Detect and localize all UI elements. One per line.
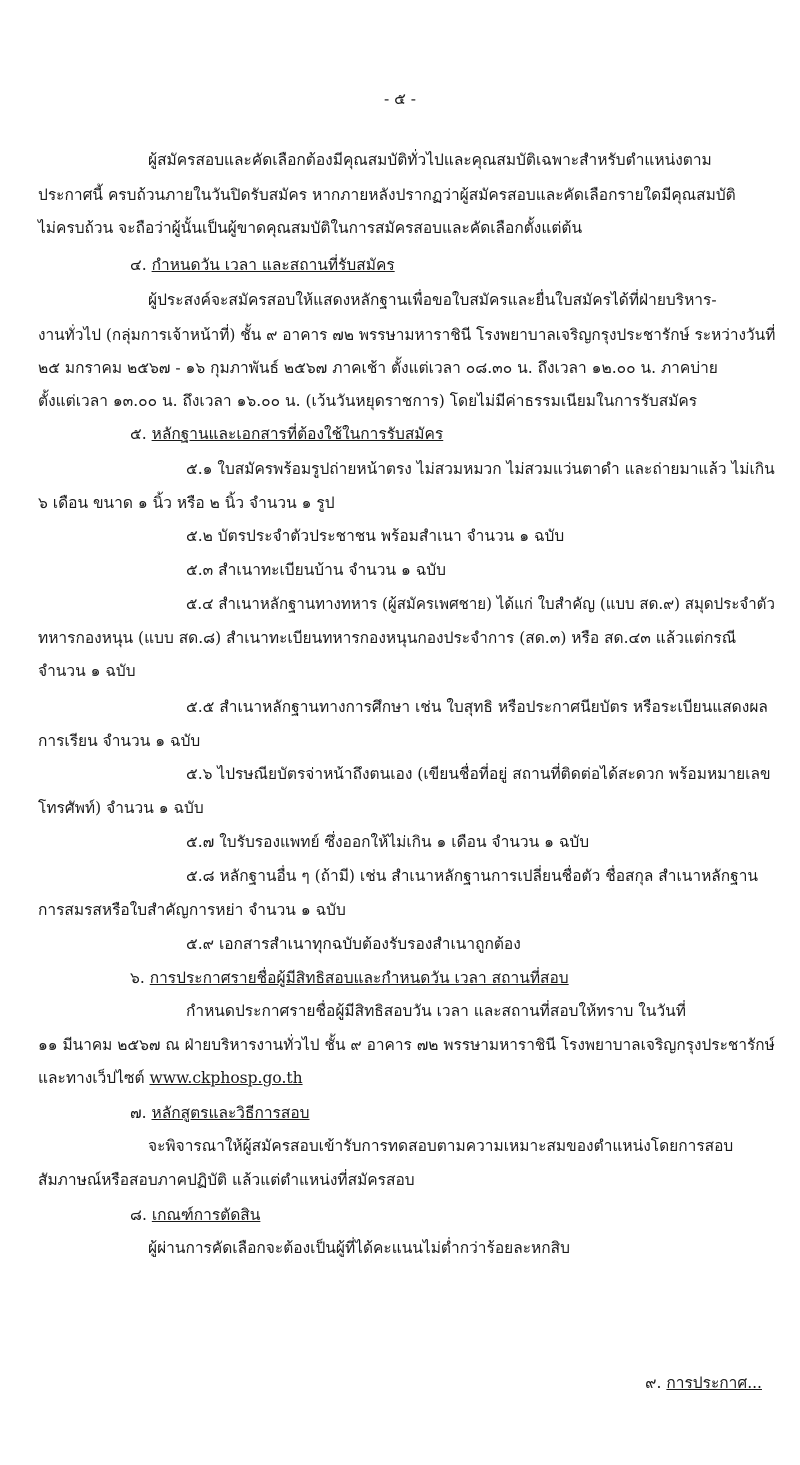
item-5-6-line-1: ๕.๖ ไปรษณียบัตรจ่าหน้าถึงตนเอง (เขียนชื่อที่อยู่ สถานที่ติดต่อได้สะดวก พร้อมหมายเลข — [186, 765, 771, 783]
section-5-number: ๕. — [130, 425, 147, 443]
section-7-number: ๗. — [130, 1104, 147, 1122]
item-5-5-line-2: การเรียน จำนวน ๑ ฉบับ — [38, 732, 201, 750]
section-6-website-prefix: และทางเว็ปไซต์ — [38, 1069, 145, 1087]
section-7-line-2: สัมภาษณ์หรือสอบภาคปฏิบัติ แล้วแต่ตำแหน่งที่สมัครสอบ — [38, 1171, 415, 1189]
section-6-number: ๖. — [130, 969, 145, 987]
intro-line-3: ไม่ครบถ้วน จะถือว่าผู้นั้นเป็นผู้ขาดคุณสมบัติในการสมัครสอบและคัดเลือกตั้งแต่ต้น — [38, 219, 583, 237]
intro-line-1: ผู้สมัครสอบและคัดเลือกต้องมีคุณสมบัติทั่วไปและคุณสมบัติเฉพาะสำหรับตำแหน่งตาม — [148, 151, 712, 169]
item-5-8-line-1: ๕.๘ หลักฐานอื่น ๆ (ถ้ามี) เช่น สำเนาหลักฐานการเปลี่ยนชื่อตัว ชื่อสกุล สำเนาหลักฐาน — [186, 867, 759, 885]
item-5-3: ๕.๓ สำเนาทะเบียนบ้าน จำนวน ๑ ฉบับ — [186, 561, 446, 579]
item-5-1-line-2: ๖ เดือน ขนาด ๑ นิ้ว หรือ ๒ นิ้ว จำนวน ๑ รูป — [38, 494, 335, 512]
item-5-8-line-2: การสมรสหรือใบสำคัญการหย่า จำนวน ๑ ฉบับ — [38, 901, 346, 919]
section-4-heading — [130, 255, 395, 275]
section-7-title: หลักสูตรและวิธีการสอบ — [151, 1104, 310, 1122]
section-4-line-3: ๒๕ มกราคม ๒๕๖๗ - ๑๖ กุมภาพันธ์ ๒๕๖๗ ภาคเช้า ตั้งแต่เวลา ๐๘.๓๐ น. ถึงเวลา ๑๒.๐๐ น. ภาคบ่าย — [38, 359, 718, 377]
page-number: - ๕ - — [383, 90, 417, 108]
section-4-number: ๔. — [130, 256, 147, 274]
section-4-title: กำหนดวัน เวลา และสถานที่รับสมัคร — [151, 256, 395, 274]
item-5-6-line-2: โทรศัพท์) จำนวน ๑ ฉบับ — [38, 799, 204, 817]
section-5-heading — [130, 424, 443, 444]
section-8-number: ๘. — [130, 1206, 147, 1224]
section-7-heading — [130, 1103, 309, 1123]
section-8-title: เกณฑ์การตัดสิน — [151, 1206, 261, 1224]
continuation-text: การประกาศ... — [666, 1374, 762, 1392]
intro-line-2: ประกาศนี้ ครบถ้วนภายในวันปิดรับสมัคร หากภายหลังปรากฏว่าผู้สมัครสอบและคัดเลือกรายใดมีคุณสมบัติ — [38, 186, 736, 204]
item-5-1-line-1: ๕.๑ ใบสมัครพร้อมรูปถ่ายหน้าตรง ไม่สวมหมวก ไม่สวมแว่นตาดำ และถ่ายมาแล้ว ไม่เกิน — [186, 460, 775, 478]
section-6-heading — [130, 968, 569, 988]
hospital-website-link[interactable]: www.ckphosp.go.th — [149, 1069, 303, 1087]
item-5-5-line-1: ๕.๕ สำเนาหลักฐานทางการศึกษา เช่น ใบสุทธิ หรือประกาศนียบัตร หรือระเบียนแสดงผล — [186, 698, 768, 716]
section-6-line-1: กำหนดประกาศรายชื่อผู้มีสิทธิสอบวัน เวลา และสถานที่สอบให้ทราบ ในวันที่ — [186, 1002, 686, 1020]
section-4-line-4: ตั้งแต่เวลา ๑๓.๐๐ น. ถึงเวลา ๑๖.๐๐ น. (เว้นวันหยุดราชการ) โดยไม่มีค่าธรรมเนียมในการรับสมัคร — [38, 392, 698, 410]
item-5-4-line-2: ทหารกองหนุน (แบบ สด.๘) สำเนาทะเบียนทหารกองหนุนกองประจำการ (สด.๓) หรือ สด.๔๓ แล้วแต่กรณี — [38, 629, 737, 647]
section-4-line-2: งานทั่วไป (กลุ่มการเจ้าหน้าที่) ชั้น ๙ อาคาร ๗๒ พรรษามหาราชินี โรงพยาบาลเจริญกรุงประชารักษ์ ระหว่างวันที่ — [38, 326, 776, 344]
section-5-title: หลักฐานและเอกสารที่ต้องใช้ในการรับสมัคร — [151, 425, 444, 443]
item-5-4-line-3: จำนวน ๑ ฉบับ — [38, 662, 136, 680]
section-7-line-1: จะพิจารณาให้ผู้สมัครสอบเข้ารับการทดสอบตามความเหมาะสมของตำแหน่งโดยการสอบ — [148, 1137, 734, 1155]
section-6-line-3 — [38, 1068, 303, 1088]
section-6-title: การประกาศรายชื่อผู้มีสิทธิสอบและกำหนดวัน เวลา สถานที่สอบ — [149, 969, 569, 987]
continuation-number: ๙. — [645, 1374, 662, 1392]
section-8-heading — [130, 1205, 260, 1225]
item-5-7: ๕.๗ ใบรับรองแพทย์ ซึ่งออกให้ไม่เกิน ๑ เดือน จำนวน ๑ ฉบับ — [186, 833, 590, 851]
section-6-line-2: ๑๑ มีนาคม ๒๕๖๗ ณ ฝ่ายบริหารงานทั่วไป ชั้น ๙ อาคาร ๗๒ พรรษามหาราชินี โรงพยาบาลเจริญกรุงประชารักษ์ — [38, 1036, 775, 1054]
section-8-line-1: ผู้ผ่านการคัดเลือกจะต้องเป็นผู้ที่ได้คะแนนไม่ต่ำกว่าร้อยละหกสิบ — [148, 1239, 570, 1257]
item-5-2: ๕.๒ บัตรประจำตัวประชาชน พร้อมสำเนา จำนวน ๑ ฉบับ — [186, 527, 565, 545]
next-page-continuation — [645, 1370, 762, 1395]
section-4-line-1: ผู้ประสงค์จะสมัครสอบให้แสดงหลักฐานเพื่อขอใบสมัครและยื่นใบสมัครได้ที่ฝ่ายบริหาร- — [148, 291, 717, 309]
item-5-4-line-1: ๕.๔ สำเนาหลักฐานทางทหาร (ผู้สมัครเพศชาย) ได้แก่ ใบสำคัญ (แบบ สด.๙) สมุดประจำตัว — [186, 595, 775, 613]
item-5-9: ๕.๙ เอกสารสำเนาทุกฉบับต้องรับรองสำเนาถูกต้อง — [186, 935, 521, 953]
